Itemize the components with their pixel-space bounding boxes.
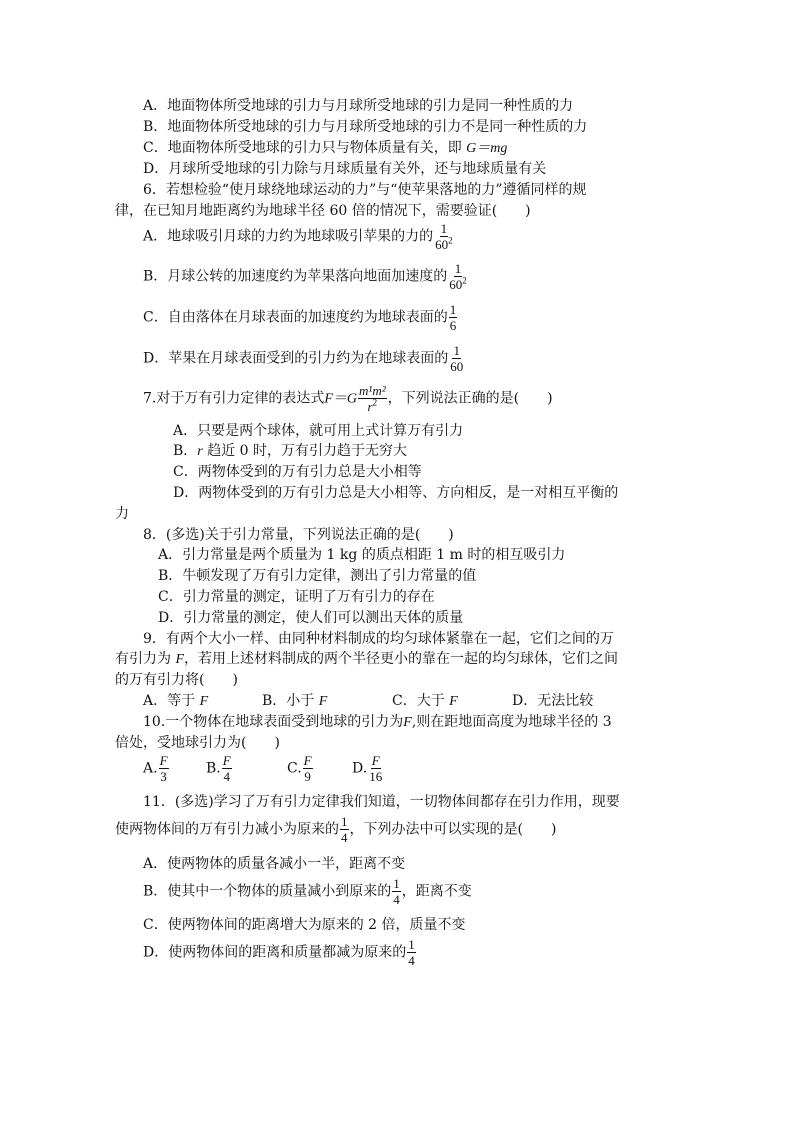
fraction-numerator: 1 — [449, 302, 457, 317]
q10-option-a-fraction — [159, 754, 169, 783]
fraction-numerator: 1 — [408, 937, 415, 952]
q10-stem-line1 — [143, 715, 612, 730]
q9-option-b-variable: F — [318, 694, 328, 709]
q10-option-c — [287, 754, 314, 783]
q11-stem-line1: 11．(多选)学习了万有引力定律我们知道，一切物体间都存在引力作用，现要 — [143, 794, 620, 810]
q11-option-b-text: B．使其中一个物体的质量减小到原来的 — [143, 883, 392, 900]
q10-option-c-fraction — [303, 754, 313, 783]
fraction-denominator: 4 — [393, 892, 400, 907]
q7-option-b — [173, 444, 407, 459]
q11-option-c: C．使两物体间的距离增大为原来的 2 倍，质量不变 — [143, 917, 466, 933]
q10-stem-line1-post: ,则在距地面高度为地球半径的 3 — [411, 714, 612, 730]
q8-option-b: B．牛顿发现了万有引力定律，测出了引力常量的值 — [158, 568, 477, 584]
q9-option-b — [262, 694, 327, 709]
fraction-numerator: F — [159, 753, 168, 768]
q11-option-b-fraction — [392, 877, 401, 906]
q5-option-c-text: C．地面物体所受地球的引力只与物体质量有关，即 — [143, 140, 462, 156]
q7-formula-fraction — [358, 384, 387, 413]
q7-option-b-label: B． — [173, 443, 198, 459]
q5-option-d: D．月球所受地球的引力除与月球质量有关外，还与地球质量有关 — [143, 161, 547, 177]
fraction-denominator: 4 — [408, 953, 415, 968]
q9-stem-line2-variable: F — [175, 652, 185, 667]
q7-option-c: C．两物体受到的万有引力总是大小相等 — [173, 464, 422, 480]
q9-stem-line3: 的万有引力将( ) — [115, 672, 238, 688]
fraction-denominator: 60 — [450, 359, 464, 374]
q8-option-a: A．引力常量是两个质量为 1 kg 的质点相距 1 m 时的相互吸引力 — [158, 547, 566, 563]
q9-option-d: D．无法比较 — [512, 693, 594, 709]
q9-stem-line2-post: ，若用上述材料制成的两个半径更小的靠在一起的均匀球体，它们之间 — [184, 651, 619, 667]
q8-stem: 8．(多选)关于引力常量，下列说法正确的是( ) — [143, 527, 454, 543]
q9-option-a — [143, 694, 208, 709]
q9-option-a-variable: F — [199, 694, 209, 709]
q6-option-b-text: B．月球公转的加速度约为苹果落向地面加速度的 — [143, 268, 448, 285]
q10-option-b-label: B. — [206, 760, 221, 777]
q11-option-b — [143, 877, 472, 906]
q7-stem — [143, 384, 553, 413]
q6-stem-line2: 律，在已知月地距离约为地球半径 60 倍的情况下，需要验证( ) — [115, 203, 531, 219]
q10-stem-line2: 倍处，受地球引力为( ) — [115, 735, 280, 751]
q10-option-a-label: A. — [143, 760, 158, 777]
fraction-denominator: 9 — [304, 769, 311, 784]
q10-option-b-fraction — [222, 754, 232, 783]
q7-option-b-text: 趋近 0 时，万有引力趋于无穷大 — [202, 443, 408, 459]
q9-option-b-text: B．小于 — [262, 693, 315, 709]
q6-option-d-text: D．苹果在月球表面受到的引力约为在地球表面的 — [143, 350, 449, 367]
fraction-numerator: F — [371, 753, 380, 768]
q5-option-a: A．地面物体所受地球的引力与月球所受地球的引力是同一种性质的力 — [143, 98, 574, 114]
q6-option-d — [143, 344, 465, 373]
fraction-denominator: 4 — [341, 830, 348, 845]
q7-option-a: A．只要是两个球体，就可用上式计算万有引力 — [173, 423, 464, 439]
q7-formula-lhs: F＝G — [324, 391, 358, 407]
fraction-denominator — [367, 399, 379, 413]
q6-option-b-fraction — [448, 262, 468, 291]
fraction-denominator: 6 — [449, 318, 457, 333]
fraction-numerator: 1 — [440, 221, 448, 236]
q11-option-d-text: D．使两物体间的距离和质量都减为原来的 — [143, 944, 407, 961]
fraction-den-base: 60 — [435, 237, 449, 252]
q7-option-d-continued: 力 — [115, 506, 129, 522]
fraction-denominator: 16 — [369, 769, 383, 784]
q10-option-a — [143, 754, 170, 783]
q10-option-d-label: D. — [352, 760, 368, 777]
q11-option-d — [143, 938, 417, 967]
q6-option-a — [143, 222, 455, 251]
fraction-den-exponent: 2 — [462, 275, 467, 286]
q6-option-c-text: C．自由落体在月球表面的加速度约为地球表面的 — [143, 309, 448, 326]
q11-stem-fraction — [340, 815, 349, 844]
q11-stem-line2-post: ，下列办法中可以实现的是( ) — [349, 821, 557, 838]
q6-option-a-fraction — [434, 222, 454, 251]
q6-option-a-text: A．地球吸引月球的力约为地球吸引苹果的力的 — [143, 228, 434, 245]
fraction-numerator: 1 — [341, 814, 348, 829]
q10-option-d-fraction — [368, 754, 383, 783]
q11-stem-line2 — [115, 815, 556, 844]
fraction-den-exponent: 2 — [372, 397, 378, 408]
q6-option-b — [143, 262, 469, 291]
fraction-numerator: 1 — [453, 343, 460, 358]
fraction-denominator — [434, 237, 454, 251]
q7-stem-post: ，下列说法正确的是( ) — [387, 390, 553, 407]
q6-option-c — [143, 303, 458, 332]
fraction-den-base: 60 — [449, 277, 463, 292]
fraction-denominator: 3 — [160, 769, 167, 784]
q11-stem-line2-pre: 使两物体间的万有引力减小为原来的 — [115, 821, 339, 838]
fraction-den-exponent: 2 — [448, 235, 453, 246]
q5-option-c-formula: G＝mg — [466, 141, 508, 156]
q5-option-b: B．地面物体所受地球的引力与月球所受地球的引力不是同一种性质的力 — [143, 119, 588, 135]
q6-stem-line1: 6．若想检验“使月球绕地球运动的力”与“使苹果落地的力”遵循同样的规 — [143, 182, 587, 198]
q9-stem-line1: 9．有两个大小一样、由同种材料制成的均匀球体紧靠在一起，它们之间的万 — [143, 631, 614, 647]
q5-option-c — [143, 141, 507, 156]
fraction-numerator: 1 — [454, 261, 462, 276]
q10-stem-line1-variable: F — [403, 715, 412, 730]
fraction-numerator: 1 — [393, 876, 400, 891]
q7-stem-pre: 7.对于万有引力定律的表达式 — [143, 390, 325, 407]
fraction-numerator: m¹m² — [359, 383, 386, 398]
q10-option-b — [206, 754, 233, 783]
q8-option-d: D．引力常量的测定，使人们可以测出天体的质量 — [158, 610, 464, 626]
fraction-denominator: 4 — [223, 769, 230, 784]
q9-stem-line2-pre: 有引力为 — [115, 651, 171, 667]
q11-option-a: A．使两物体的质量各减小一半，距离不变 — [143, 856, 406, 872]
q7-option-b-variable: r — [197, 444, 203, 459]
q9-option-c-variable: F — [449, 694, 458, 709]
q11-option-d-fraction — [407, 938, 416, 967]
q9-option-a-text: A．等于 — [143, 693, 196, 709]
q10-option-c-label: C. — [287, 760, 302, 777]
q7-option-d: D．两物体受到的万有引力总是大小相等、方向相反，是一对相互平衡的 — [173, 485, 619, 501]
q9-stem-line2 — [115, 652, 618, 667]
q9-option-c-text: C．大于 — [392, 693, 445, 709]
q10-option-d — [352, 754, 384, 783]
fraction-denominator — [448, 277, 468, 291]
fraction-numerator: F — [303, 753, 312, 768]
fraction-den-base: r — [367, 399, 373, 414]
q11-option-b-post: ，距离不变 — [401, 883, 472, 900]
q9-option-c — [392, 694, 458, 709]
q6-option-c-fraction — [449, 303, 458, 332]
fraction-numerator: F — [222, 753, 231, 768]
q10-stem-line1-pre: 10.一个物体在地球表面受到地球的引力为 — [143, 714, 404, 730]
q6-option-d-fraction — [449, 344, 464, 373]
q8-option-c: C．引力常量的测定，证明了万有引力的存在 — [158, 589, 435, 605]
